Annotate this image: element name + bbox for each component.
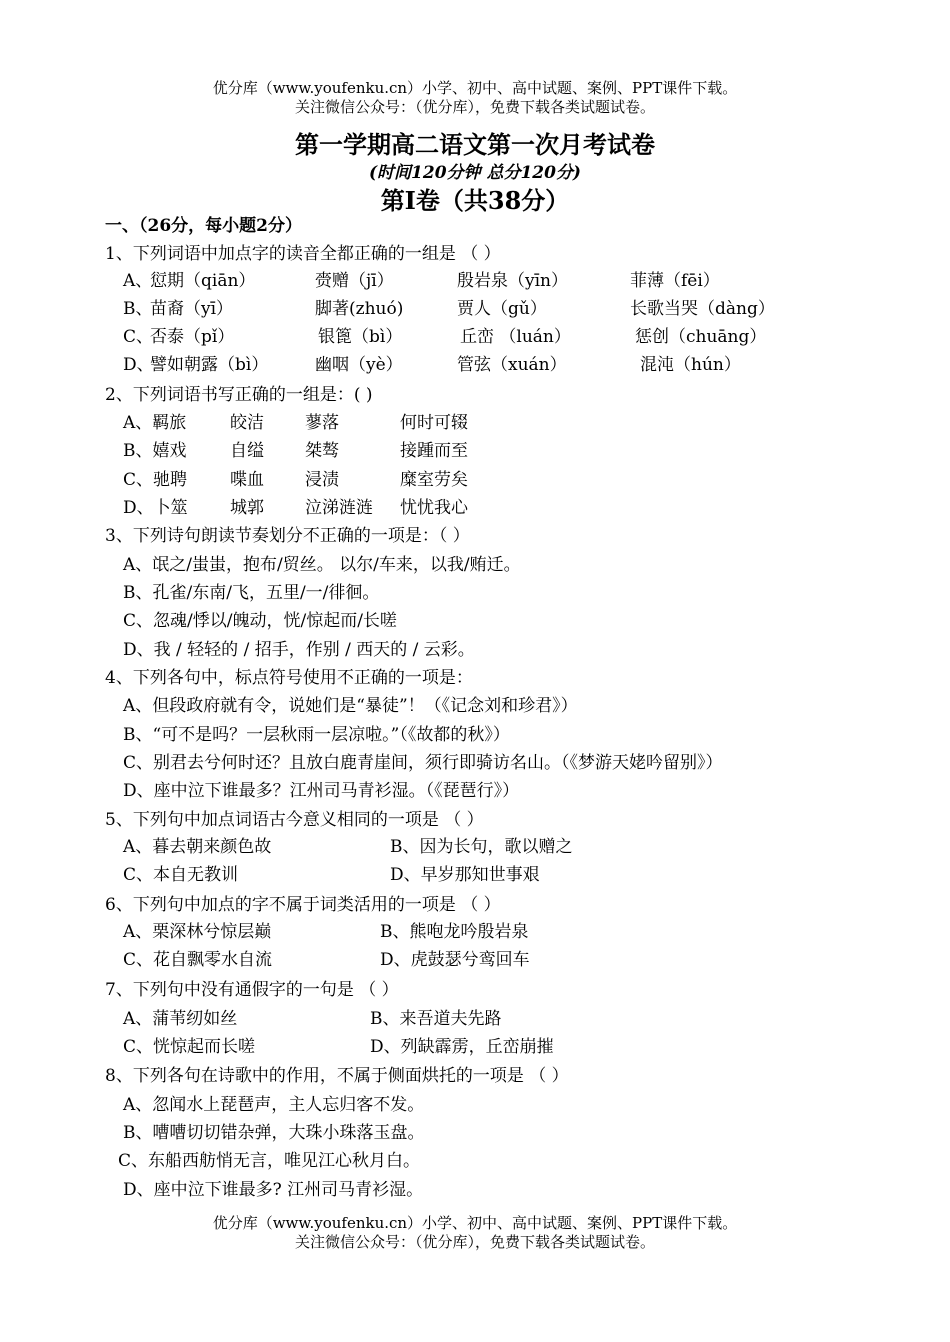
q8-option-d: D、座中泣下谁最多? 江州司马青衫湿。 [123, 1180, 424, 1200]
header-line-1: 优分库（www.youfenku.cn）小学、初中、高中试题、案例、PPT课件下载。 [212, 79, 738, 97]
q1-word: 菲薄（fēi） [630, 271, 720, 291]
q1-word: 丘峦 （luán） [460, 327, 571, 347]
q5-option-c: C、本自无教训 [123, 865, 239, 885]
question-4-stem: 4、下列各句中，标点符号使用不正确的一项是： [105, 668, 473, 688]
q8-option-a: A、忽闻水上琵琶声，主人忘归客不发。 [123, 1095, 425, 1115]
q2-word: A、羁旅 [123, 413, 187, 433]
q2-word: 桀骜 [305, 441, 339, 461]
q7-option-d: D、列缺霹雳，丘峦崩摧 [370, 1037, 554, 1057]
q1-option-letter: A、 [123, 271, 153, 291]
q2-word: D、卜筮 [123, 498, 188, 518]
q2-word: 蓼落 [305, 413, 339, 433]
q1-word: 幽咽（yè） [315, 355, 403, 375]
q7-option-c: C、恍惊起而长嗟 [123, 1037, 256, 1057]
q8-option-c: C、东船西舫悄无言，唯见江心秋月白。 [118, 1151, 421, 1171]
q3-option-d: D、我 / 轻轻的 / 招手，作别 / 西天的 / 云彩。 [123, 640, 475, 660]
question-1-stem: 1、下列词语中加点字的读音全都正确的一组是 （ ） [105, 244, 501, 264]
q2-word: 泣涕涟涟 [305, 498, 373, 518]
q6-option-c: C、花自飘零水自流 [123, 950, 273, 970]
q5-option-d: D、早岁那知世事艰 [390, 865, 540, 885]
q1-word: 愆期（qiān） [150, 271, 256, 291]
question-5-stem: 5、下列句中加点词语古今意义相同的一项是 （ ） [105, 810, 484, 830]
q5-option-a: A、暮去朝来颜色故 [123, 837, 272, 857]
q1-word: 惩创（chuāng） [635, 327, 767, 347]
q1-word: 否泰（pǐ） [150, 327, 235, 347]
q6-option-b: B、熊咆龙吟殷岩泉 [380, 922, 529, 942]
q1-word: 贾人（gǔ） [457, 299, 547, 319]
q1-word: 苗裔（yī） [150, 299, 234, 319]
q1-word: 长歌当哭（dàng） [630, 299, 775, 319]
q2-word: B、嬉戏 [123, 441, 187, 461]
q7-option-a: A、蒲苇纫如丝 [123, 1009, 238, 1029]
q2-word: 浸渍 [305, 470, 339, 490]
q4-option-c: C、别君去兮何时还？且放白鹿青崖间，须行即骑访名山。（《梦游天姥吟留别》） [123, 753, 723, 773]
q3-option-a: A、氓之/蚩蚩，抱布/贸丝。 以尔/车来，以我/贿迁。 [123, 555, 521, 575]
q2-word: 自缢 [230, 441, 264, 461]
header-line-2: 关注微信公众号：（优分库），免费下载各类试题试卷。 [294, 98, 655, 116]
q1-word: 管弦（xuán） [457, 355, 567, 375]
q1-word: 脚著(zhuó) [315, 299, 404, 319]
q4-option-b: B、“可不是吗？一层秋雨一层凉啦。”（《故都的秋》） [123, 725, 510, 745]
q1-option-letter: D、 [123, 355, 154, 375]
q2-word: 皎洁 [230, 413, 264, 433]
q3-option-b: B、孔雀/东南/飞，五里/一/徘徊。 [123, 583, 380, 603]
q1-option-letter: C、 [123, 327, 154, 347]
q1-word: 殷岩泉（yīn） [457, 271, 568, 291]
question-2-stem: 2、下列词语书写正确的一组是：( ) [105, 385, 373, 405]
q4-option-a: A、但段政府就有令，说她们是“暴徒”！（《记念刘和珍君》） [123, 696, 578, 716]
q6-option-a: A、栗深林兮惊层巅 [123, 922, 272, 942]
q1-word: 混沌（hún） [640, 355, 741, 375]
question-7-stem: 7、下列句中没有通假字的一句是 （ ） [105, 980, 399, 1000]
q3-option-c: C、忽魂/悸以/魄动，恍/惊起而/长嗟 [123, 611, 397, 631]
section-heading: 一、（26分，每小题2分） [105, 216, 302, 236]
question-8-stem: 8、下列各句在诗歌中的作用，不属于侧面烘托的一项是 （ ） [105, 1066, 569, 1086]
q4-option-d: D、座中泣下谁最多？江州司马青衫湿。（《琵琶行》） [123, 781, 520, 801]
question-3-stem: 3、下列诗句朗读节奏划分不正确的一项是：（ ） [105, 526, 470, 546]
exam-subtitle: (时间120分钟 总分120分) [369, 163, 581, 183]
q5-option-b: B、因为长句，歌以赠之 [390, 837, 573, 857]
exam-title: 第一学期高二语文第一次月考试卷 [295, 130, 655, 159]
part-title: 第Ⅰ卷（共38分） [380, 186, 570, 215]
question-6-stem: 6、下列句中加点的字不属于词类活用的一项是 （ ） [105, 895, 501, 915]
q2-word: C、驰聘 [123, 470, 188, 490]
q8-option-b: B、嘈嘈切切错杂弹，大珠小珠落玉盘。 [123, 1123, 425, 1143]
q2-word: 城郭 [230, 498, 264, 518]
q1-option-letter: B、 [123, 299, 153, 319]
q2-word: 糜室劳矣 [400, 470, 468, 490]
q1-word: 银篦（bì） [318, 327, 403, 347]
q2-word: 忧忧我心 [400, 498, 468, 518]
q1-word: 赍赠（jī） [315, 271, 394, 291]
q2-word: 喋血 [230, 470, 264, 490]
footer-line-1: 优分库（www.youfenku.cn）小学、初中、高中试题、案例、PPT课件下载。 [212, 1214, 738, 1232]
q2-word: 何时可辍 [400, 413, 468, 433]
q7-option-b: B、来吾道夫先路 [370, 1009, 502, 1029]
q2-word: 接踵而至 [400, 441, 468, 461]
q6-option-d: D、虎鼓瑟兮鸾回车 [380, 950, 530, 970]
q1-word: 譬如朝露（bì） [150, 355, 269, 375]
footer-line-2: 关注微信公众号：（优分库），免费下载各类试题试卷。 [294, 1233, 655, 1251]
